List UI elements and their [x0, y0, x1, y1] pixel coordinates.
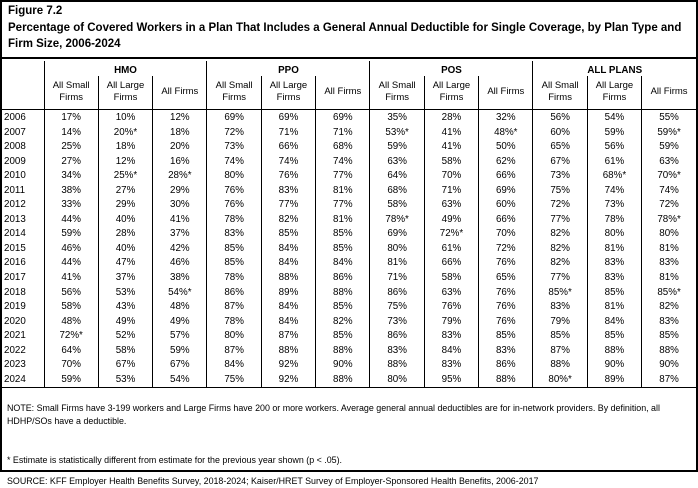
value-cell: 59%	[44, 227, 98, 242]
value-cell: 44%	[44, 256, 98, 271]
value-cell: 82%	[533, 241, 587, 256]
notes-section	[2, 388, 696, 488]
year-cell: 2021	[4, 330, 26, 342]
value-cell: 18%	[153, 125, 207, 140]
value-cell: 85%*	[533, 285, 587, 300]
year-cell: 2012	[4, 199, 26, 211]
column-header: All Small Firms	[44, 76, 98, 110]
value-cell: 10%	[98, 110, 152, 125]
value-cell: 85%	[316, 241, 370, 256]
value-cell: 85%	[587, 328, 641, 343]
value-cell: 86%	[370, 285, 424, 300]
value-cell: 81%	[587, 299, 641, 314]
value-cell: 84%	[316, 256, 370, 271]
value-cell: 46%	[44, 241, 98, 256]
value-cell: 83%	[587, 270, 641, 285]
value-cell: 65%	[533, 139, 587, 154]
value-cell: 85%	[479, 328, 533, 343]
value-cell: 40%	[98, 212, 152, 227]
year-cell: 2013	[4, 213, 26, 225]
value-cell: 70%*	[642, 168, 696, 183]
value-cell: 86%	[316, 270, 370, 285]
table-row	[2, 197, 696, 212]
value-cell: 59%	[642, 139, 696, 154]
value-cell: 73%	[207, 139, 261, 154]
value-cell: 69%	[479, 183, 533, 198]
value-cell: 40%	[98, 241, 152, 256]
year-cell: 2024	[2, 372, 44, 387]
value-cell: 83%	[642, 256, 696, 271]
value-cell: 74%	[207, 154, 261, 169]
value-cell: 56%	[44, 285, 98, 300]
value-cell: 70%	[479, 227, 533, 242]
value-cell: 37%	[153, 227, 207, 242]
value-cell: 59%	[587, 125, 641, 140]
value-cell: 73%	[533, 168, 587, 183]
value-cell: 82%	[642, 299, 696, 314]
value-cell: 88%	[533, 357, 587, 372]
value-cell: 37%	[98, 270, 152, 285]
value-cell: 72%	[207, 125, 261, 140]
value-cell: 80%	[207, 328, 261, 343]
value-cell: 43%	[98, 299, 152, 314]
value-cell: 83%	[261, 183, 315, 198]
value-cell: 70%	[44, 357, 98, 372]
year-cell: 2020	[4, 315, 26, 327]
year-cell: 2018	[4, 286, 26, 298]
value-cell: 87%	[207, 299, 261, 314]
value-cell: 77%	[261, 197, 315, 212]
value-cell: 71%	[370, 270, 424, 285]
value-cell: 30%	[153, 197, 207, 212]
value-cell: 50%	[479, 139, 533, 154]
value-cell: 49%	[98, 314, 152, 329]
year-cell: 2017	[4, 271, 26, 283]
value-cell: 61%	[587, 154, 641, 169]
value-cell: 81%	[642, 270, 696, 285]
value-cell: 28%*	[153, 168, 207, 183]
value-cell: 72%*	[424, 227, 478, 242]
value-cell: 88%	[479, 372, 533, 387]
column-header: All Large Firms	[587, 76, 641, 110]
value-cell: 56%	[533, 110, 587, 125]
value-cell: 64%	[370, 168, 424, 183]
table-row	[2, 125, 696, 140]
value-cell: 48%	[44, 314, 98, 329]
value-cell: 90%	[316, 357, 370, 372]
table-row	[2, 110, 696, 125]
value-cell: 82%	[533, 227, 587, 242]
value-cell: 68%*	[587, 168, 641, 183]
year-cell: 2006	[4, 111, 26, 123]
value-cell: 84%	[261, 299, 315, 314]
table-row	[2, 139, 696, 154]
value-cell: 84%	[587, 314, 641, 329]
value-cell: 83%	[533, 299, 587, 314]
figure-header	[2, 2, 696, 59]
value-cell: 85%*	[642, 285, 696, 300]
value-cell: 76%	[424, 299, 478, 314]
value-cell: 88%	[261, 343, 315, 358]
value-cell: 88%	[261, 270, 315, 285]
value-cell: 38%	[153, 270, 207, 285]
value-cell: 59%*	[642, 125, 696, 140]
value-cell: 62%	[479, 154, 533, 169]
value-cell: 89%	[587, 372, 641, 387]
value-cell: 89%	[261, 285, 315, 300]
value-cell: 78%*	[370, 212, 424, 227]
value-cell: 83%	[207, 227, 261, 242]
value-cell: 78%*	[642, 212, 696, 227]
value-cell: 80%	[642, 227, 696, 242]
value-cell: 41%	[424, 125, 478, 140]
value-cell: 83%	[642, 314, 696, 329]
value-cell: 41%	[424, 139, 478, 154]
value-cell: 75%	[533, 183, 587, 198]
value-cell: 65%	[479, 270, 533, 285]
year-cell: 2022	[4, 344, 26, 356]
value-cell: 85%	[207, 241, 261, 256]
value-cell: 95%	[424, 372, 478, 387]
value-cell: 80%	[370, 241, 424, 256]
value-cell: 29%	[153, 183, 207, 198]
value-cell: 71%	[261, 125, 315, 140]
value-cell: 83%	[424, 357, 478, 372]
value-cell: 54%*	[153, 285, 207, 300]
value-cell: 69%	[370, 227, 424, 242]
value-cell: 85%	[642, 328, 696, 343]
value-cell: 20%	[153, 139, 207, 154]
value-cell: 80%	[207, 168, 261, 183]
value-cell: 54%	[153, 372, 207, 387]
group-header-pos: POS	[370, 61, 533, 76]
value-cell: 80%*	[533, 372, 587, 387]
value-cell: 85%	[261, 227, 315, 242]
value-cell: 82%	[316, 314, 370, 329]
value-cell: 72%	[533, 197, 587, 212]
figure-title: Percentage of Covered Workers in a Plan That Includes a General Annual Deductible for Single Coverage, by Plan Type and Firm Size, 2006-2024	[8, 22, 682, 51]
value-cell: 41%	[153, 212, 207, 227]
value-cell: 84%	[261, 241, 315, 256]
table-row	[2, 154, 696, 169]
value-cell: 78%	[207, 212, 261, 227]
value-cell: 66%	[424, 256, 478, 271]
value-cell: 58%	[44, 299, 98, 314]
data-table	[2, 61, 696, 387]
value-cell: 83%	[479, 343, 533, 358]
value-cell: 90%	[642, 357, 696, 372]
year-cell: 2015	[4, 242, 26, 254]
value-cell: 78%	[207, 314, 261, 329]
year-cell: 2023	[4, 359, 26, 371]
value-cell: 53%	[98, 285, 152, 300]
value-cell: 54%	[587, 110, 641, 125]
value-cell: 73%	[587, 197, 641, 212]
value-cell: 76%	[479, 299, 533, 314]
value-cell: 33%	[44, 197, 98, 212]
value-cell: 58%	[424, 154, 478, 169]
value-cell: 84%	[207, 357, 261, 372]
value-cell: 86%	[370, 328, 424, 343]
value-cell: 69%	[207, 110, 261, 125]
column-header: All Small Firms	[370, 76, 424, 110]
table-row	[2, 314, 696, 329]
table-row	[2, 227, 696, 242]
value-cell: 49%	[153, 314, 207, 329]
value-cell: 63%	[424, 285, 478, 300]
value-cell: 49%	[424, 212, 478, 227]
value-cell: 58%	[98, 343, 152, 358]
figure-label: Figure 7.2	[8, 5, 63, 17]
value-cell: 88%	[587, 343, 641, 358]
value-cell: 72%	[642, 197, 696, 212]
year-cell: 2008	[4, 141, 26, 153]
value-cell: 38%	[44, 183, 98, 198]
column-header: All Firms	[316, 76, 370, 110]
value-cell: 57%	[153, 328, 207, 343]
value-cell: 75%	[370, 299, 424, 314]
value-cell: 12%	[153, 110, 207, 125]
value-cell: 63%	[370, 154, 424, 169]
value-cell: 76%	[479, 314, 533, 329]
value-cell: 28%	[98, 227, 152, 242]
table-row	[2, 183, 696, 198]
value-cell: 87%	[207, 343, 261, 358]
year-cell: 2014	[4, 228, 26, 240]
value-cell: 60%	[479, 197, 533, 212]
value-cell: 63%	[424, 197, 478, 212]
value-cell: 58%	[424, 270, 478, 285]
table-row	[2, 299, 696, 314]
value-cell: 60%	[533, 125, 587, 140]
value-cell: 78%	[587, 212, 641, 227]
value-cell: 16%	[153, 154, 207, 169]
table-row	[2, 270, 696, 285]
value-cell: 77%	[533, 212, 587, 227]
value-cell: 68%	[316, 139, 370, 154]
group-header-hmo: HMO	[44, 61, 207, 76]
value-cell: 58%	[370, 197, 424, 212]
table-row	[2, 168, 696, 183]
value-cell: 12%	[98, 154, 152, 169]
value-cell: 14%	[44, 125, 98, 140]
table-row	[2, 241, 696, 256]
value-cell: 42%	[153, 241, 207, 256]
value-cell: 28%	[424, 110, 478, 125]
value-cell: 75%	[207, 372, 261, 387]
value-cell: 86%	[479, 357, 533, 372]
year-cell: 2010	[4, 170, 26, 182]
table-row	[2, 256, 696, 271]
column-header: All Large Firms	[261, 76, 315, 110]
note-text: NOTE: Small Firms have 3-199 workers and Large Firms have 200 or more workers. Average general annual deductibles are for in-network providers. By definition, all HDHP/SOs have a deductible.	[7, 402, 660, 426]
table-body	[2, 110, 696, 387]
value-cell: 85%	[207, 256, 261, 271]
value-cell: 76%	[261, 168, 315, 183]
value-cell: 25%*	[98, 168, 152, 183]
column-header: All Large Firms	[424, 76, 478, 110]
value-cell: 63%	[642, 154, 696, 169]
value-cell: 59%	[44, 372, 98, 387]
source-text: SOURCE: KFF Employer Health Benefits Survey, 2018-2024; Kaiser/HRET Survey of Employer-Sponsored Health Benefits, 2006-2017	[7, 475, 539, 486]
value-cell: 66%	[261, 139, 315, 154]
value-cell: 81%	[316, 183, 370, 198]
value-cell: 53%*	[370, 125, 424, 140]
table-row	[2, 357, 696, 372]
column-header: All Large Firms	[98, 76, 152, 110]
table-row	[2, 343, 696, 358]
value-cell: 86%	[207, 285, 261, 300]
value-cell: 71%	[316, 125, 370, 140]
value-cell: 83%	[370, 343, 424, 358]
value-cell: 85%	[316, 328, 370, 343]
value-cell: 80%	[587, 227, 641, 242]
column-header: All Firms	[479, 76, 533, 110]
value-cell: 81%	[370, 256, 424, 271]
value-cell: 82%	[261, 212, 315, 227]
value-cell: 77%	[533, 270, 587, 285]
value-cell: 55%	[642, 110, 696, 125]
value-cell: 74%	[587, 183, 641, 198]
value-cell: 87%	[261, 328, 315, 343]
value-cell: 69%	[316, 110, 370, 125]
value-cell: 56%	[587, 139, 641, 154]
value-cell: 64%	[44, 343, 98, 358]
value-cell: 71%	[424, 183, 478, 198]
value-cell: 83%	[424, 328, 478, 343]
value-cell: 27%	[44, 154, 98, 169]
value-cell: 84%	[424, 343, 478, 358]
table-row	[2, 372, 696, 387]
year-column-header	[2, 61, 44, 110]
value-cell: 48%*	[479, 125, 533, 140]
value-cell: 85%	[316, 299, 370, 314]
value-cell: 74%	[316, 154, 370, 169]
value-cell: 81%	[642, 241, 696, 256]
value-cell: 32%	[479, 110, 533, 125]
value-cell: 88%	[316, 343, 370, 358]
value-cell: 27%	[98, 183, 152, 198]
value-cell: 35%	[370, 110, 424, 125]
value-cell: 88%	[316, 285, 370, 300]
value-cell: 25%	[44, 139, 98, 154]
value-cell: 83%	[587, 256, 641, 271]
column-header: All Small Firms	[207, 76, 261, 110]
value-cell: 70%	[424, 168, 478, 183]
value-cell: 87%	[533, 343, 587, 358]
value-cell: 88%	[370, 357, 424, 372]
table-header	[2, 61, 696, 110]
value-cell: 59%	[370, 139, 424, 154]
value-cell: 82%	[533, 256, 587, 271]
value-cell: 47%	[98, 256, 152, 271]
value-cell: 88%	[642, 343, 696, 358]
table-row	[2, 285, 696, 300]
value-cell: 85%	[316, 227, 370, 242]
value-cell: 46%	[153, 256, 207, 271]
year-cell: 2016	[4, 257, 26, 269]
value-cell: 20%*	[98, 125, 152, 140]
value-cell: 48%	[153, 299, 207, 314]
figure-page	[2, 2, 696, 488]
value-cell: 67%	[533, 154, 587, 169]
value-cell: 72%*	[44, 328, 98, 343]
value-cell: 87%	[642, 372, 696, 387]
year-cell: 2007	[4, 126, 26, 138]
value-cell: 85%	[533, 328, 587, 343]
value-cell: 44%	[44, 212, 98, 227]
value-cell: 53%	[98, 372, 152, 387]
value-cell: 79%	[533, 314, 587, 329]
column-header: All Firms	[642, 76, 696, 110]
value-cell: 78%	[207, 270, 261, 285]
value-cell: 59%	[153, 343, 207, 358]
value-cell: 74%	[261, 154, 315, 169]
value-cell: 66%	[479, 168, 533, 183]
column-header: All Firms	[153, 76, 207, 110]
value-cell: 67%	[98, 357, 152, 372]
value-cell: 92%	[261, 357, 315, 372]
value-cell: 81%	[316, 212, 370, 227]
value-cell: 76%	[479, 285, 533, 300]
value-cell: 67%	[153, 357, 207, 372]
group-header-ppo: PPO	[207, 61, 370, 76]
value-cell: 77%	[316, 168, 370, 183]
value-cell: 81%	[587, 241, 641, 256]
value-cell: 88%	[316, 372, 370, 387]
value-cell: 77%	[316, 197, 370, 212]
value-cell: 29%	[98, 197, 152, 212]
value-cell: 69%	[261, 110, 315, 125]
value-cell: 76%	[207, 183, 261, 198]
value-cell: 18%	[98, 139, 152, 154]
value-cell: 61%	[424, 241, 478, 256]
value-cell: 92%	[261, 372, 315, 387]
footnote-text: * Estimate is statistically different from estimate for the previous year shown (p < .05).	[7, 455, 343, 466]
value-cell: 90%	[587, 357, 641, 372]
value-cell: 76%	[207, 197, 261, 212]
value-cell: 74%	[642, 183, 696, 198]
year-cell: 2019	[4, 301, 26, 313]
column-header: All Small Firms	[533, 76, 587, 110]
value-cell: 79%	[424, 314, 478, 329]
value-cell: 84%	[261, 256, 315, 271]
value-cell: 41%	[44, 270, 98, 285]
value-cell: 68%	[370, 183, 424, 198]
year-cell: 2011	[4, 184, 26, 196]
value-cell: 72%	[479, 241, 533, 256]
group-header-all-plans: ALL PLANS	[533, 61, 696, 76]
value-cell: 17%	[44, 110, 98, 125]
value-cell: 76%	[479, 256, 533, 271]
value-cell: 34%	[44, 168, 98, 183]
value-cell: 66%	[479, 212, 533, 227]
table-row	[2, 328, 696, 343]
value-cell: 85%	[587, 285, 641, 300]
table-row	[2, 212, 696, 227]
value-cell: 80%	[370, 372, 424, 387]
value-cell: 73%	[370, 314, 424, 329]
value-cell: 84%	[261, 314, 315, 329]
value-cell: 52%	[98, 328, 152, 343]
year-cell: 2009	[4, 155, 26, 167]
